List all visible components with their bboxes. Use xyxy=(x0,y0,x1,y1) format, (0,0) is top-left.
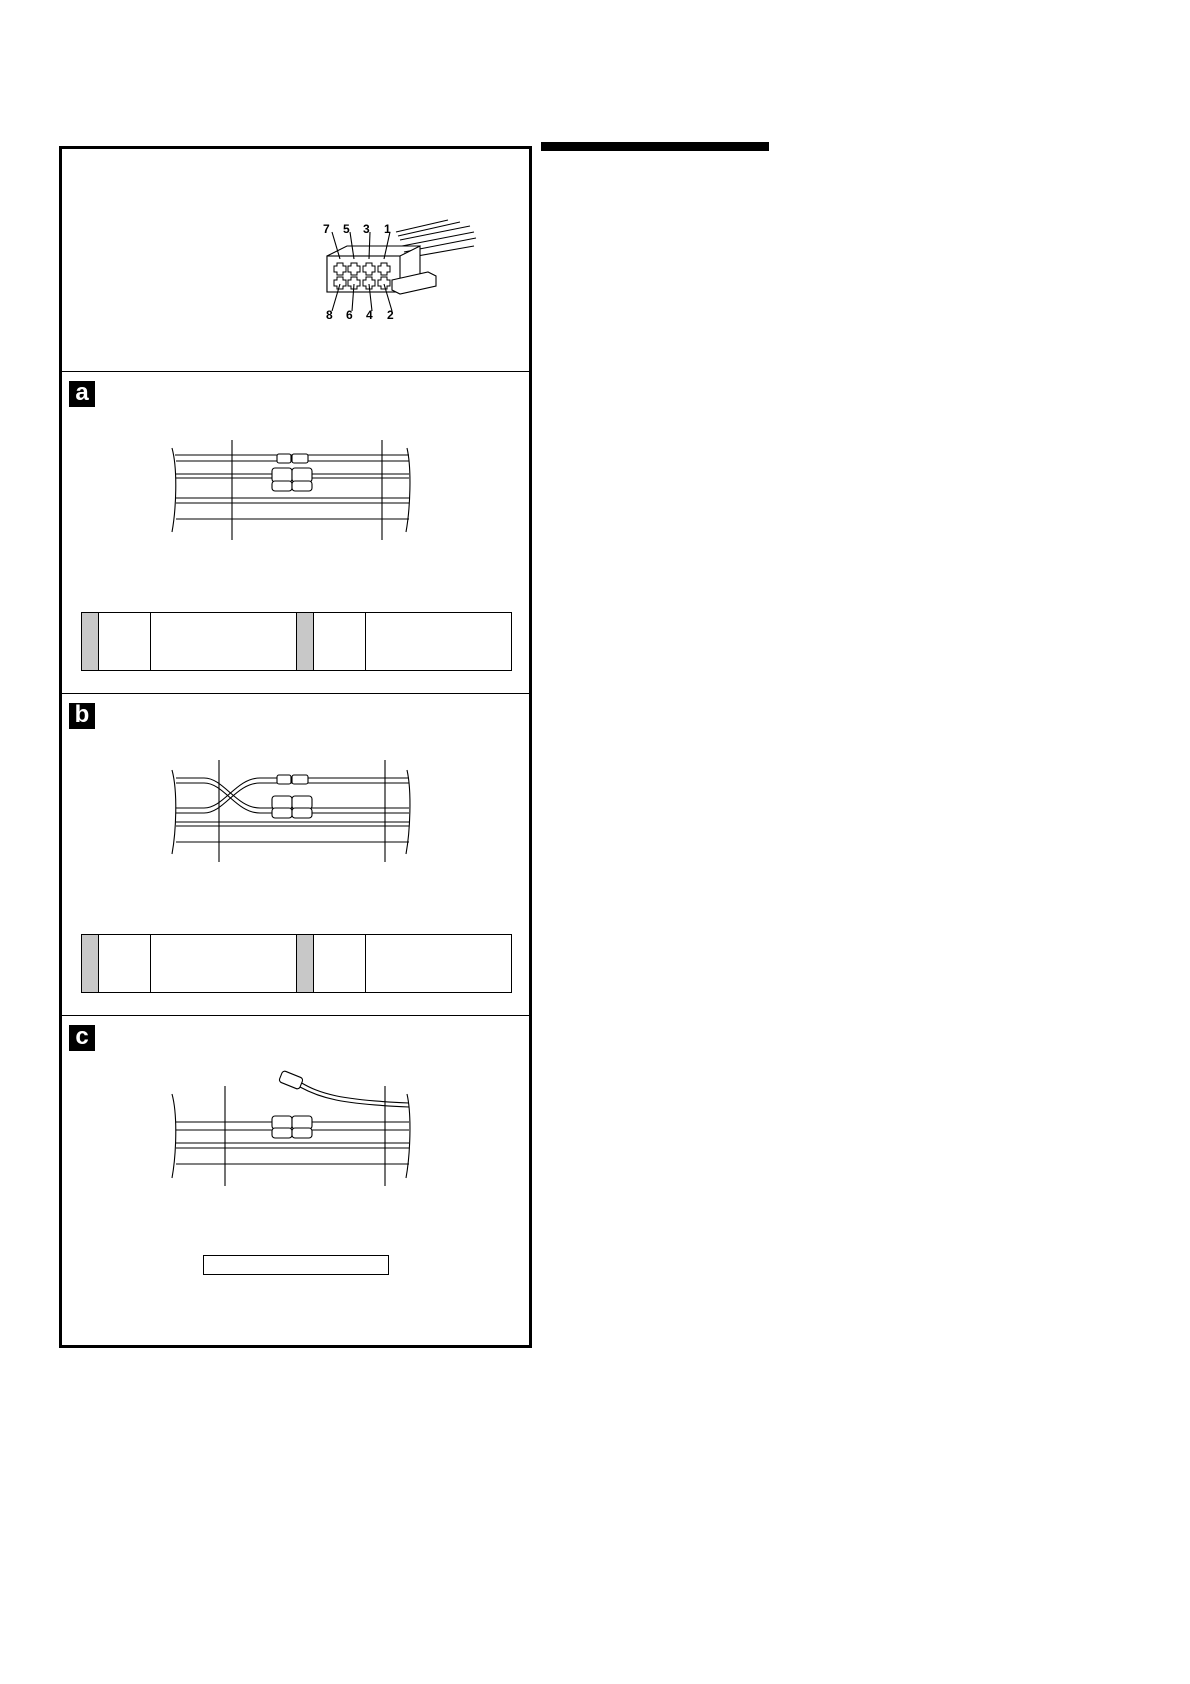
pin-label-7: 7 xyxy=(323,222,330,236)
pin-label-2: 2 xyxy=(387,308,394,322)
pin-label-6: 6 xyxy=(346,308,353,322)
section-badge-a: a xyxy=(69,381,95,407)
pin-label-8: 8 xyxy=(326,308,333,322)
pin-label-3: 3 xyxy=(363,222,370,236)
section-badge-c: c xyxy=(69,1025,95,1051)
pin-label-4: 4 xyxy=(366,308,373,322)
note-box-c xyxy=(203,1255,389,1275)
pin-label-5: 5 xyxy=(343,222,350,236)
section-badge-b: b xyxy=(69,703,95,729)
pin-label-1: 1 xyxy=(384,222,391,236)
